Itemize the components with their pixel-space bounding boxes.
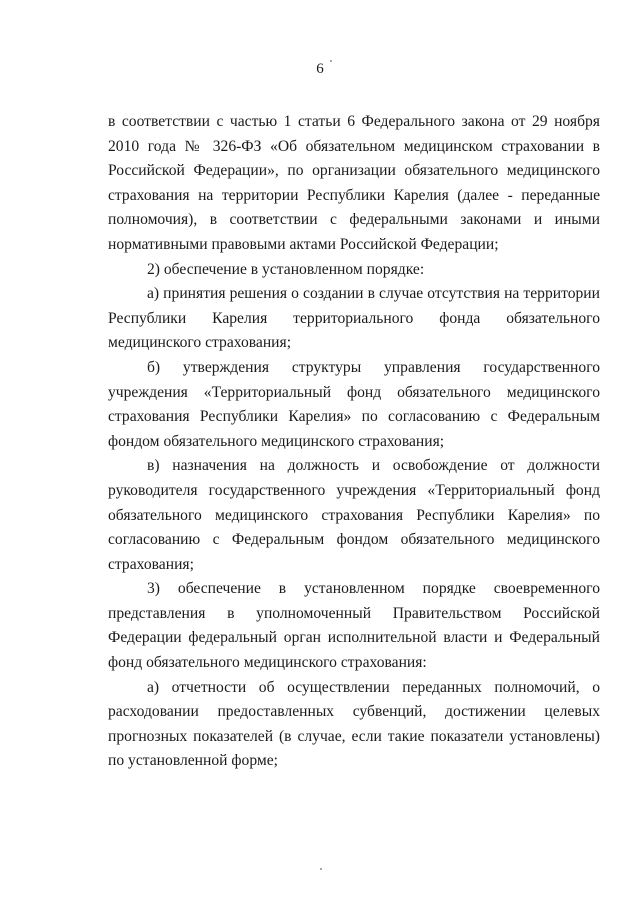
scan-speck [330,60,332,62]
scan-speck [320,868,322,870]
paragraph-item-2: 2) обеспечение в установленном порядке: [147,260,425,278]
paragraph-item-2a: а) принятия решения о создании в случае отсутствия на территории Республики Карелия территориального фонда обязательного медицинского страхования; [108,285,600,352]
page-number: 6 [316,61,324,77]
paragraph-continuation: в соответствии с частью 1 статьи 6 Федерального закона от 29 ноября 2010 года № 326-ФЗ «Об обязательном медицинском страховании в Российской Федерации», по организации обязательного медицинского страхования на территории Республики Карелия (далее - переданные полномочия), в соответствии с федеральными законами и иными нормативными правовыми актами Российской Федерации; [108,113,600,253]
paragraph-item-3a: а) отчетности об осуществлении переданных полномочий, о расходовании предоставленных субвенций, достижении целевых прогнозных показателей (в случае, если такие показатели установлены) по установленной форме; [108,678,600,770]
paragraph-item-2v: в) назначения на должность и освобождение от должности руководителя государственного учреждения «Территориальный фонд обязательного медицинского страхования Республики Карелия» по согласованию с Федеральным фондом обязательного медицинского страхования; [108,457,600,573]
document-body [108,110,600,774]
paragraph-item-2b: б) утверждения структуры управления государственного учреждения «Территориальный фонд обязательного медицинского страхования Республики Карелия» по согласованию с Федеральным фондом обязательного медицинского страхования; [108,358,600,450]
paragraph-item-3: 3) обеспечение в установленном порядке своевременного представления в уполномоченный Правительством Российской Федерации федеральный орган исполнительной власти и Федеральный фонд обязательного медицинского страхования: [108,580,600,672]
